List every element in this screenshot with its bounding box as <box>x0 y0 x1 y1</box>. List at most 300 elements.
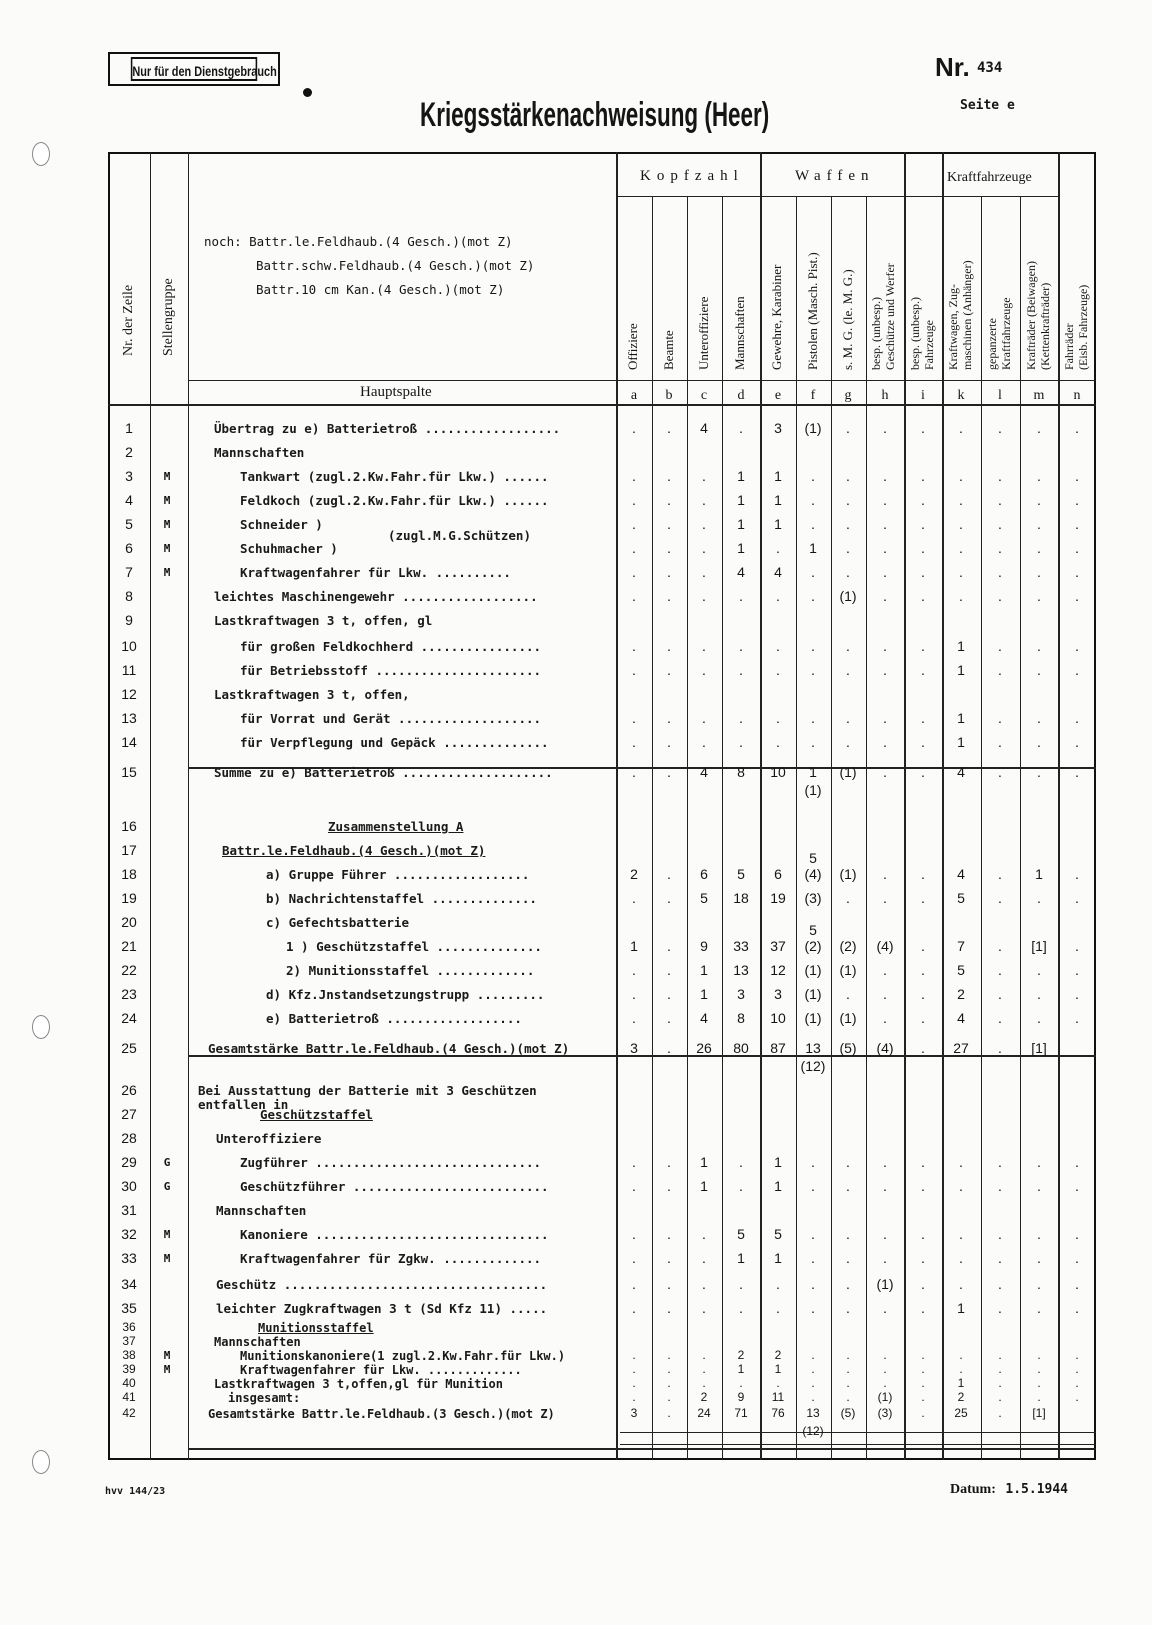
column-letter-b: b <box>665 388 673 403</box>
row-text: Kraftwagenfahrer für Lkw. .......... <box>240 565 511 580</box>
cell-a: . <box>632 420 636 436</box>
cell-f: 1 <box>809 540 817 556</box>
row-text: Gesamtstärke Battr.le.Feldhaub.(4 Gesch.)(mot Z) <box>208 1041 570 1056</box>
header-gewehre: Gewehre, Karabiner <box>769 264 784 370</box>
cell-g: (1) <box>839 764 857 780</box>
punch-hole <box>32 142 50 166</box>
row-number: 33 <box>121 1250 137 1266</box>
cell-f-superscript: 5 <box>809 922 817 938</box>
cell-a: . <box>632 1010 636 1026</box>
header-kraftraeder-1: Krafträder (Beiwagen) <box>1024 261 1038 370</box>
form-number: hvv 144/23 <box>105 1486 166 1497</box>
cell-a: . <box>632 1390 636 1404</box>
cell-b: . <box>667 1376 671 1390</box>
cell-d: 8 <box>737 764 745 780</box>
cell-c: 1 <box>700 1178 708 1194</box>
datum-value: 1.5.1944 <box>1005 1482 1069 1497</box>
col-line <box>981 196 982 1460</box>
cell-c: . <box>702 638 706 654</box>
cell-f: . <box>811 734 815 750</box>
cell-m: . <box>1037 1178 1041 1194</box>
row-number: 4 <box>125 492 133 508</box>
col-line <box>188 152 189 1460</box>
cell-n: . <box>1075 764 1079 780</box>
cell-e: . <box>776 638 780 654</box>
cell-n: . <box>1075 986 1079 1002</box>
cell-f: . <box>811 1154 815 1170</box>
cell-h: . <box>883 1226 887 1242</box>
cell-g: . <box>846 1250 850 1266</box>
cell-a: 1 <box>630 938 638 954</box>
cell-c: . <box>702 564 706 580</box>
cell-c: . <box>702 540 706 556</box>
row-number: 18 <box>121 866 137 882</box>
cell-g: . <box>846 710 850 726</box>
cell-e: . <box>776 734 780 750</box>
cell-e: 1 <box>774 468 782 484</box>
header-fahrzeuge-2: Fahrzeuge <box>922 320 936 370</box>
cell-h: . <box>883 710 887 726</box>
row-number: 6 <box>125 540 133 556</box>
cell-c: 6 <box>700 866 708 882</box>
cell-h: . <box>883 1376 887 1390</box>
cell-d: . <box>739 1154 743 1170</box>
cell-a: . <box>632 1376 636 1390</box>
cell-m: . <box>1037 1010 1041 1026</box>
row-text: Lastkraftwagen 3 t, offen, <box>214 687 410 702</box>
cell-d: 2 <box>737 1348 745 1362</box>
row-text: Munitionsstaffel <box>258 1321 374 1335</box>
cell-g: . <box>846 1178 850 1194</box>
cell-l: . <box>998 516 1002 532</box>
cell-l: . <box>998 638 1002 654</box>
nr-value: 434 <box>977 60 1003 76</box>
row-text: leichter Zugkraftwagen 3 t (Sd Kfz 11) ..... <box>216 1301 548 1316</box>
cell-b: . <box>667 1250 671 1266</box>
cell-c: 4 <box>700 764 708 780</box>
row-number: 13 <box>121 710 137 726</box>
row-number: 11 <box>121 662 137 678</box>
cell-g: . <box>846 540 850 556</box>
column-letter-e: e <box>774 388 782 403</box>
cell-b: . <box>667 468 671 484</box>
cell-f-superscript: 5 <box>809 850 817 866</box>
cell-l: . <box>998 890 1002 906</box>
cell-h: (4) <box>876 1040 894 1056</box>
cell-i: . <box>921 1250 925 1266</box>
cell-n: . <box>1075 1226 1079 1242</box>
cell-l: . <box>998 1390 1002 1404</box>
cell-k: 25 <box>954 1406 968 1420</box>
cell-c: 26 <box>696 1040 712 1056</box>
cell-i: . <box>921 1390 925 1404</box>
col-line <box>796 196 797 1460</box>
cell-n: . <box>1075 516 1079 532</box>
document-title: Kriegsstärkenachweisung (Heer) <box>420 96 770 134</box>
row-text: insgesamt: <box>228 1391 301 1405</box>
header-gepanzerte-1: gepanzerte <box>985 318 999 370</box>
row-number: 10 <box>121 638 137 654</box>
cell-d: . <box>739 710 743 726</box>
cell-f: . <box>811 1300 815 1316</box>
cell-n: . <box>1075 938 1079 954</box>
cell-l: . <box>998 588 1002 604</box>
noch-line-3: Battr.10 cm Kan.(4 Gesch.)(mot Z) <box>256 282 505 297</box>
cell-m: . <box>1037 734 1041 750</box>
row-stellengruppe: M <box>163 566 171 579</box>
cell-c: 2 <box>700 1390 708 1404</box>
column-letter-h: h <box>881 388 889 403</box>
row-text: e) Batterietroß .................. <box>266 1011 522 1026</box>
header-fahrraeder-2: (Eisb. Fahrzeuge) <box>1076 284 1090 370</box>
cell-c: 24 <box>697 1406 711 1420</box>
row-text: Bei Ausstattung der Batterie mit 3 Geschützen <box>198 1083 537 1098</box>
cell-g: . <box>846 1376 850 1390</box>
row-text: Zugführer .............................. <box>240 1155 542 1170</box>
cell-g: . <box>846 734 850 750</box>
row-number: 41 <box>122 1390 136 1404</box>
cell-a: . <box>632 1362 636 1376</box>
cell-c: . <box>702 492 706 508</box>
cell-b: . <box>667 1300 671 1316</box>
cell-c: . <box>702 1362 706 1376</box>
cell-c: 4 <box>700 1010 708 1026</box>
header-gepanzerte-2: Kraftfahrzeuge <box>999 297 1013 370</box>
cell-l: . <box>998 492 1002 508</box>
header-pistolen: Pistolen (Masch. Pist.) <box>805 252 820 370</box>
cell-m: 1 <box>1035 866 1043 882</box>
cell-b: . <box>667 1276 671 1292</box>
cell-l: . <box>998 938 1002 954</box>
cell-n: . <box>1075 1376 1079 1390</box>
row-number: 40 <box>122 1376 136 1390</box>
cell-k: . <box>959 1250 963 1266</box>
cell-c: . <box>702 1300 706 1316</box>
cell-m: . <box>1037 1300 1041 1316</box>
cell-d: 1 <box>737 492 745 508</box>
cell-k: . <box>959 1226 963 1242</box>
cell-g: . <box>846 662 850 678</box>
cell-i: . <box>921 638 925 654</box>
cell-f: 13 <box>805 1040 821 1056</box>
cell-f-subvalue: (12) <box>802 1424 824 1438</box>
cell-e: . <box>776 1376 780 1390</box>
cell-b: . <box>667 1040 671 1056</box>
cell-a: . <box>632 710 636 726</box>
cell-m: . <box>1037 710 1041 726</box>
cell-n: . <box>1075 1276 1079 1292</box>
row-text: Lastkraftwagen 3 t, offen, gl <box>214 613 433 628</box>
cell-g: . <box>846 1390 850 1404</box>
insgesamt-line <box>620 1444 1096 1445</box>
cell-b: . <box>667 540 671 556</box>
cell-h: . <box>883 866 887 882</box>
cell-b: . <box>667 420 671 436</box>
row-stellengruppe: M <box>163 1363 171 1376</box>
cell-i: . <box>921 962 925 978</box>
cell-f: . <box>811 1362 815 1376</box>
cell-k: 7 <box>957 938 965 954</box>
cell-d: . <box>739 1276 743 1292</box>
cell-a: . <box>632 1348 636 1362</box>
cell-b: . <box>667 734 671 750</box>
cell-k: 2 <box>957 1390 965 1404</box>
cell-e: . <box>776 588 780 604</box>
cell-k: 4 <box>957 866 965 882</box>
cell-l: . <box>998 1300 1002 1316</box>
row-text: Zusammenstellung A <box>328 819 464 834</box>
cell-b: . <box>667 638 671 654</box>
cell-b: . <box>667 1226 671 1242</box>
column-letter-d: d <box>737 388 745 403</box>
row-number: 32 <box>121 1226 137 1242</box>
cell-i: . <box>921 1040 925 1056</box>
cell-f: (1) <box>804 986 822 1002</box>
noch-line-2: Battr.schw.Feldhaub.(4 Gesch.)(mot Z) <box>256 258 535 273</box>
cell-l: . <box>998 1250 1002 1266</box>
cell-a: . <box>632 1154 636 1170</box>
column-letter-i: i <box>921 388 925 403</box>
cell-d: 5 <box>737 1226 745 1242</box>
cell-l: . <box>998 962 1002 978</box>
cell-k: 4 <box>957 1010 965 1026</box>
cell-a: . <box>632 1178 636 1194</box>
cell-m: . <box>1037 962 1041 978</box>
cell-a: . <box>632 962 636 978</box>
cell-h: . <box>883 734 887 750</box>
row-number: 15 <box>121 764 137 780</box>
cell-e: 1 <box>774 1250 782 1266</box>
cell-a: . <box>632 540 636 556</box>
row-number: 2 <box>125 444 133 460</box>
cell-k: 1 <box>957 638 965 654</box>
cell-n: . <box>1075 1390 1079 1404</box>
cell-m: . <box>1037 1390 1041 1404</box>
cell-k: 2 <box>957 986 965 1002</box>
datum-label: Datum: <box>950 1482 996 1497</box>
cell-k: . <box>959 1154 963 1170</box>
cell-d: 8 <box>737 1010 745 1026</box>
cell-l: . <box>998 1348 1002 1362</box>
cell-h: . <box>883 588 887 604</box>
row-text: Übertrag zu e) Batterietroß .................. <box>214 421 561 436</box>
row-text: d) Kfz.Jnstandsetzungstrupp ......... <box>266 987 545 1002</box>
row-number: 8 <box>125 588 133 604</box>
cell-f: (1) <box>804 420 822 436</box>
row-text: für großen Feldkochherd ................ <box>240 639 542 654</box>
cell-l: . <box>998 1178 1002 1194</box>
cell-m: . <box>1037 764 1041 780</box>
cell-e: 11 <box>771 1390 785 1404</box>
cell-d: 1 <box>737 516 745 532</box>
cell-h: . <box>883 420 887 436</box>
cell-h: . <box>883 1362 887 1376</box>
cell-d: 9 <box>737 1390 745 1404</box>
cell-l: . <box>998 1010 1002 1026</box>
cell-i: . <box>921 1300 925 1316</box>
cell-g: (1) <box>839 1010 857 1026</box>
row-text: Gesamtstärke Battr.le.Feldhaub.(3 Gesch.)(mot Z) <box>208 1407 555 1421</box>
row-number: 36 <box>122 1320 136 1334</box>
cell-l: . <box>998 986 1002 1002</box>
cell-d: 18 <box>733 890 749 906</box>
cell-f: (3) <box>804 890 822 906</box>
cell-d: 1 <box>737 540 745 556</box>
cell-f: (2) <box>804 938 822 954</box>
cell-l: . <box>998 1040 1002 1056</box>
cell-d: . <box>739 662 743 678</box>
cell-m: . <box>1037 420 1041 436</box>
cell-f: . <box>811 1376 815 1390</box>
row-text: Schuhmacher ) <box>240 541 338 556</box>
cell-g: (5) <box>840 1406 856 1420</box>
cell-g: . <box>846 564 850 580</box>
cell-m: . <box>1037 1226 1041 1242</box>
cell-f: (1) <box>804 962 822 978</box>
cell-n: . <box>1075 710 1079 726</box>
cell-d: . <box>739 734 743 750</box>
cell-i: . <box>921 1376 925 1390</box>
cell-e: 4 <box>774 564 782 580</box>
cell-a: . <box>632 1300 636 1316</box>
row-number: 22 <box>121 962 137 978</box>
cell-l: . <box>998 540 1002 556</box>
cell-a: . <box>632 564 636 580</box>
cell-n: . <box>1075 662 1079 678</box>
cell-a: . <box>632 734 636 750</box>
cell-h: . <box>883 986 887 1002</box>
cell-m: . <box>1037 564 1041 580</box>
cell-f-subvalue: (12) <box>800 1058 826 1074</box>
column-letter-n: n <box>1073 388 1081 403</box>
cell-a: 2 <box>630 866 638 882</box>
cell-c: 4 <box>700 420 708 436</box>
row-text: Unteroffiziere <box>216 1131 322 1146</box>
cell-e: 87 <box>770 1040 786 1056</box>
cell-i: . <box>921 516 925 532</box>
cell-c: . <box>702 1376 706 1390</box>
cell-h: (1) <box>876 1276 894 1292</box>
cell-i: . <box>921 662 925 678</box>
cell-e: 10 <box>770 764 786 780</box>
header-geschuetze-1: besp. (unbesp.) <box>869 297 883 370</box>
row-number: 38 <box>122 1348 136 1362</box>
cell-i: . <box>921 540 925 556</box>
cell-d: . <box>739 588 743 604</box>
row-stellengruppe: M <box>163 494 171 507</box>
cell-e: 1 <box>774 516 782 532</box>
cell-e: 3 <box>774 986 782 1002</box>
header-kraftwagen-2: maschinen (Anhänger) <box>960 260 974 370</box>
row-number: 12 <box>121 686 137 702</box>
header-hauptspalte: Hauptspalte <box>360 384 432 400</box>
cell-g: (2) <box>839 938 857 954</box>
cell-f: 13 <box>806 1406 820 1420</box>
cell-l: . <box>998 710 1002 726</box>
cell-c: . <box>702 734 706 750</box>
row-number: 26 <box>121 1082 137 1098</box>
cell-n: . <box>1075 734 1079 750</box>
cell-e: 37 <box>770 938 786 954</box>
cell-m: . <box>1037 1154 1041 1170</box>
cell-f: . <box>811 1348 815 1362</box>
cell-l: . <box>998 734 1002 750</box>
row-number: 31 <box>121 1202 137 1218</box>
cell-a: . <box>632 588 636 604</box>
cell-k: . <box>959 516 963 532</box>
cell-d: 1 <box>737 468 745 484</box>
row-number: 42 <box>122 1406 136 1420</box>
cell-d: 1 <box>737 1250 745 1266</box>
cell-m: . <box>1037 468 1041 484</box>
cell-n: . <box>1075 540 1079 556</box>
row-text: Schneider ) <box>240 517 323 532</box>
row-number: 19 <box>121 890 137 906</box>
cell-i: . <box>921 492 925 508</box>
col-line <box>866 196 867 1460</box>
row-text: Tankwart (zugl.2.Kw.Fahr.für Lkw.) ...... <box>240 469 549 484</box>
cell-m: [1] <box>1031 938 1047 954</box>
cell-l: . <box>998 1362 1002 1376</box>
cell-n: . <box>1075 638 1079 654</box>
cell-f: . <box>811 492 815 508</box>
row-stellengruppe: M <box>163 1228 171 1241</box>
cell-e: 10 <box>770 1010 786 1026</box>
cell-d: . <box>739 1178 743 1194</box>
cell-f: (4) <box>804 866 822 882</box>
cell-f: . <box>811 1276 815 1292</box>
cell-a: . <box>632 1250 636 1266</box>
row-number: 14 <box>121 734 137 750</box>
cell-l: . <box>998 1226 1002 1242</box>
cell-h: . <box>883 516 887 532</box>
cell-b: . <box>667 866 671 882</box>
column-letter-k: k <box>957 388 965 403</box>
cell-b: . <box>667 1010 671 1026</box>
cell-n: . <box>1075 890 1079 906</box>
row-number: 27 <box>121 1106 137 1122</box>
cell-g: . <box>846 468 850 484</box>
cell-a: 3 <box>630 1040 638 1056</box>
cell-k: . <box>959 1348 963 1362</box>
cell-l: . <box>998 764 1002 780</box>
row-text: für Vorrat und Gerät ................... <box>240 711 542 726</box>
cell-m: . <box>1037 1348 1041 1362</box>
row-number: 3 <box>125 468 133 484</box>
cell-a: 3 <box>630 1406 638 1420</box>
cell-i: . <box>921 938 925 954</box>
cell-b: . <box>667 1348 671 1362</box>
cell-k: . <box>959 492 963 508</box>
cell-l: . <box>998 1406 1002 1420</box>
row-text: Kraftwagenfahrer für Lkw. ............. <box>240 1363 522 1377</box>
cell-i: . <box>921 468 925 484</box>
header-mannschaften: Mannschaften <box>732 296 747 370</box>
cell-a: . <box>632 1276 636 1292</box>
cell-d: 71 <box>734 1406 748 1420</box>
cell-g: . <box>846 986 850 1002</box>
cell-k: 1 <box>957 734 965 750</box>
column-letter-l: l <box>998 388 1002 403</box>
cell-e: 1 <box>774 1178 782 1194</box>
cell-g: . <box>846 1300 850 1316</box>
group-waffen: Waffen <box>795 168 875 184</box>
column-letter-c: c <box>700 388 708 403</box>
cell-b: . <box>667 564 671 580</box>
cell-i: . <box>921 1226 925 1242</box>
cell-n: . <box>1075 1178 1079 1194</box>
cell-g: . <box>846 420 850 436</box>
